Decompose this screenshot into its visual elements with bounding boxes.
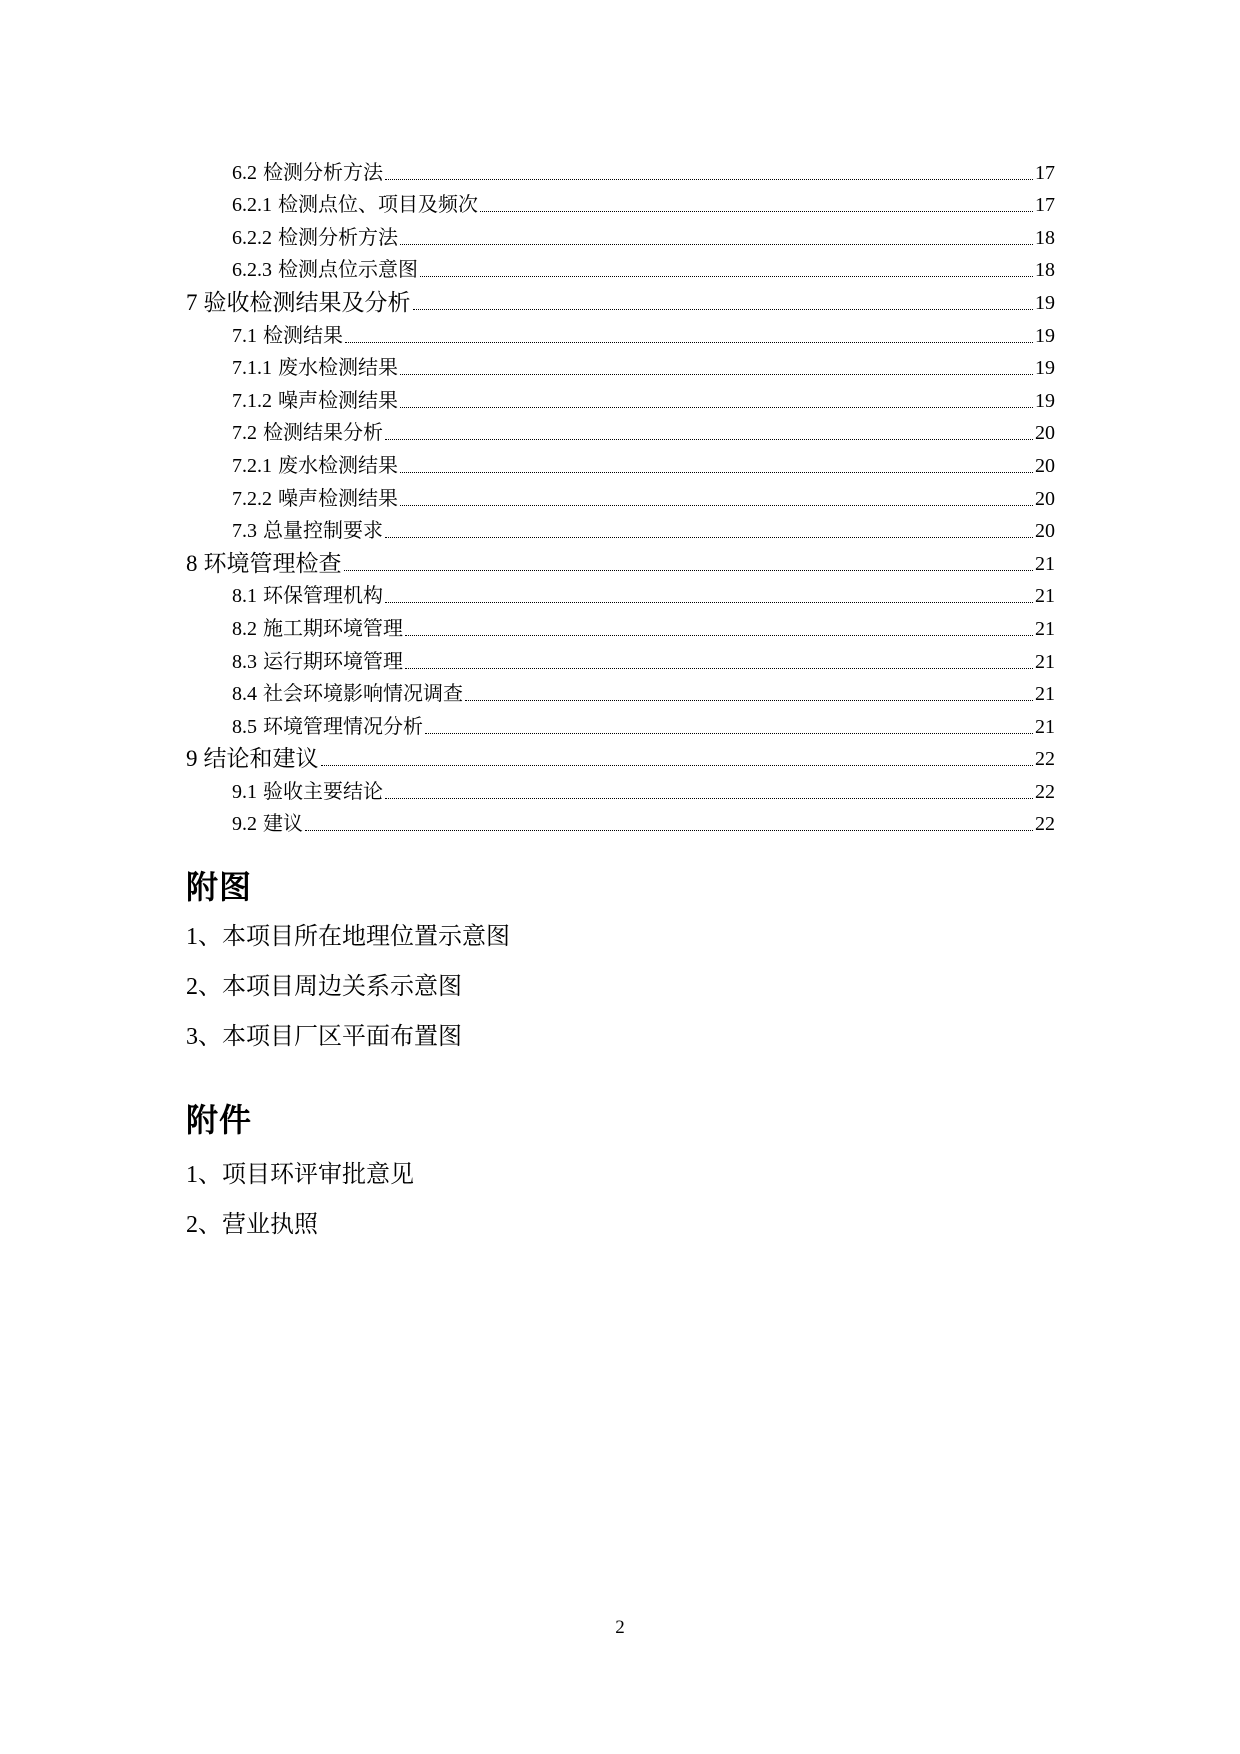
toc-entry-title: 检测分析方法 [263,161,383,184]
toc-dot-leader [425,733,1033,734]
toc-entry-number: 6.2.1 [232,194,272,217]
toc-entry-title: 验收主要结论 [263,780,383,803]
toc-entry-label [232,583,383,609]
toc-dot-leader [305,830,1033,831]
toc-entry-title: 噪声检测结果 [278,389,398,412]
toc-entry-page: 18 [1035,226,1055,249]
toc-entry-label [232,225,398,251]
toc-entry-page: 19 [1035,324,1055,347]
toc-entry-title: 废水检测结果 [278,357,398,380]
toc-entry-title: 验收检测结果及分析 [203,289,411,315]
toc-entry-label [232,192,478,218]
toc-entry[interactable] [186,707,1055,740]
toc-entry-number: 7.2.2 [232,487,272,510]
toc-entry-page: 20 [1035,454,1055,477]
toc-entry-label [232,323,343,349]
toc-entry-number: 7.2.1 [232,454,272,477]
toc-entry-page: 19 [1035,291,1055,314]
toc-entry-page: 21 [1035,585,1055,608]
toc-entry-number: 8.1 [232,585,257,608]
toc-dot-leader [405,635,1033,636]
toc-entry-page: 18 [1035,259,1055,282]
attachment-list-item: 1、项目环评审批意见 [186,1162,414,1188]
toc-entry-label [186,290,411,316]
toc-entry-number: 9 [186,746,198,772]
toc-entry-label [232,388,398,414]
toc-dot-leader [385,179,1033,180]
toc-entry[interactable] [186,642,1055,675]
toc-entry-title: 结论和建议 [203,746,319,772]
toc-entry-number: 8.2 [232,617,257,640]
toc-entry-label [232,160,383,186]
toc-entry-number: 8 [186,550,198,576]
toc-entry-page: 22 [1035,748,1055,771]
toc-entry-page: 19 [1035,389,1055,412]
toc-entry-title: 废水检测结果 [278,454,398,477]
toc-dot-leader [400,505,1033,506]
toc-dot-leader [400,407,1033,408]
figure-list-item: 2、本项目周边关系示意图 [186,974,462,1000]
toc-entry-title: 环境管理检查 [203,550,342,576]
toc-dot-leader [400,472,1033,473]
toc-entry-label [232,714,423,740]
toc-entry[interactable] [186,772,1055,805]
toc-entry-label [232,649,403,675]
toc-entry-number: 7.1 [232,324,257,347]
toc-entry-label [232,420,383,446]
attachments-list [186,1160,414,1260]
figures-list [186,922,510,1072]
toc-entry-title: 检测点位示意图 [278,259,418,282]
toc-dot-leader [385,439,1033,440]
toc-entry-page: 20 [1035,422,1055,445]
toc-entry-number: 7.2 [232,422,257,445]
toc-dot-leader [400,374,1033,375]
toc-entry-number: 8.5 [232,715,257,738]
toc-entry-number: 7.1.2 [232,389,272,412]
toc-entry-number: 9.2 [232,813,257,836]
toc-entry[interactable] [186,349,1055,382]
toc-entry-title: 建议 [263,813,303,836]
toc-entry-page: 21 [1035,650,1055,673]
toc-entry-label [232,518,383,544]
toc-entry[interactable] [186,577,1055,610]
toc-entry-page: 21 [1035,683,1055,706]
toc-entry[interactable] [186,544,1055,577]
toc-entry-title: 施工期环境管理 [263,617,403,640]
toc-entry[interactable] [186,316,1055,349]
toc-entry[interactable] [186,381,1055,414]
toc-entry-label [232,453,398,479]
toc-entry-page: 21 [1035,617,1055,640]
toc-entry-page: 22 [1035,813,1055,836]
toc-dot-leader [413,309,1034,310]
toc-entry-label [232,779,383,805]
toc-entry-title: 检测分析方法 [278,226,398,249]
toc-entry-number: 6.2 [232,161,257,184]
toc-entry-title: 总量控制要求 [263,520,383,543]
toc-entry-title: 检测结果 [263,324,343,347]
toc-entry-title: 环保管理机构 [263,585,383,608]
toc-entry[interactable] [186,283,1055,316]
figures-heading: 附图 [186,868,253,906]
toc-dot-leader [385,537,1033,538]
toc-entry-label [232,681,463,707]
toc-entry-title: 社会环境影响情况调查 [263,683,463,706]
toc-entry[interactable] [186,414,1055,447]
toc-entry-number: 9.1 [232,780,257,803]
toc-dot-leader [420,276,1033,277]
toc-entry[interactable] [186,675,1055,708]
toc-entry-title: 噪声检测结果 [278,487,398,510]
toc-entry-number: 8.3 [232,650,257,673]
toc-entry[interactable] [186,805,1055,838]
attachments-heading: 附件 [186,1101,253,1139]
toc-dot-leader [385,602,1033,603]
toc-entry[interactable] [186,740,1055,773]
toc-entry-title: 环境管理情况分析 [263,715,423,738]
toc-entry-number: 7.3 [232,520,257,543]
toc-entry-title: 检测点位、项目及频次 [278,194,478,217]
toc-entry-page: 17 [1035,194,1055,217]
toc-dot-leader [400,244,1033,245]
toc-entry-label [186,551,342,577]
toc-entry-number: 7 [186,289,198,315]
toc-entry-page: 20 [1035,520,1055,543]
toc-entry[interactable] [186,512,1055,545]
toc-dot-leader [345,342,1033,343]
figure-list-item: 3、本项目厂区平面布置图 [186,1024,462,1050]
toc-entry-page: 22 [1035,780,1055,803]
toc-entry[interactable] [186,186,1055,219]
toc-entry-page: 21 [1035,715,1055,738]
toc-entry-label [232,355,398,381]
toc-entry-number: 6.2.2 [232,226,272,249]
toc-entry[interactable] [186,153,1055,186]
toc-dot-leader [465,700,1033,701]
toc-dot-leader [405,668,1033,669]
toc-entry-number: 6.2.3 [232,259,272,282]
toc-entry-page: 20 [1035,487,1055,510]
toc-entry[interactable] [186,446,1055,479]
toc-entry-label [232,486,398,512]
toc-dot-leader [480,211,1033,212]
toc-entry-number: 7.1.1 [232,357,272,380]
toc-entry-label [186,746,319,772]
toc-entry-page: 17 [1035,161,1055,184]
page-number: 2 [615,1617,625,1638]
toc-entry-number: 8.4 [232,683,257,706]
toc-entry[interactable] [186,218,1055,251]
toc-entry-title: 检测结果分析 [263,422,383,445]
toc-entry[interactable] [186,479,1055,512]
figure-list-item: 1、本项目所在地理位置示意图 [186,924,510,950]
toc-dot-leader [344,570,1034,571]
toc-entry-label [232,811,303,837]
attachment-list-item: 2、营业执照 [186,1212,318,1238]
toc-dot-leader [321,765,1034,766]
table-of-contents [186,153,1055,837]
toc-entry-label [232,616,403,642]
toc-entry[interactable] [186,251,1055,284]
toc-entry-label [232,257,418,283]
toc-entry-title: 运行期环境管理 [263,650,403,673]
toc-entry-page: 19 [1035,357,1055,380]
toc-dot-leader [385,798,1033,799]
toc-entry[interactable] [186,609,1055,642]
toc-entry-page: 21 [1035,552,1055,575]
